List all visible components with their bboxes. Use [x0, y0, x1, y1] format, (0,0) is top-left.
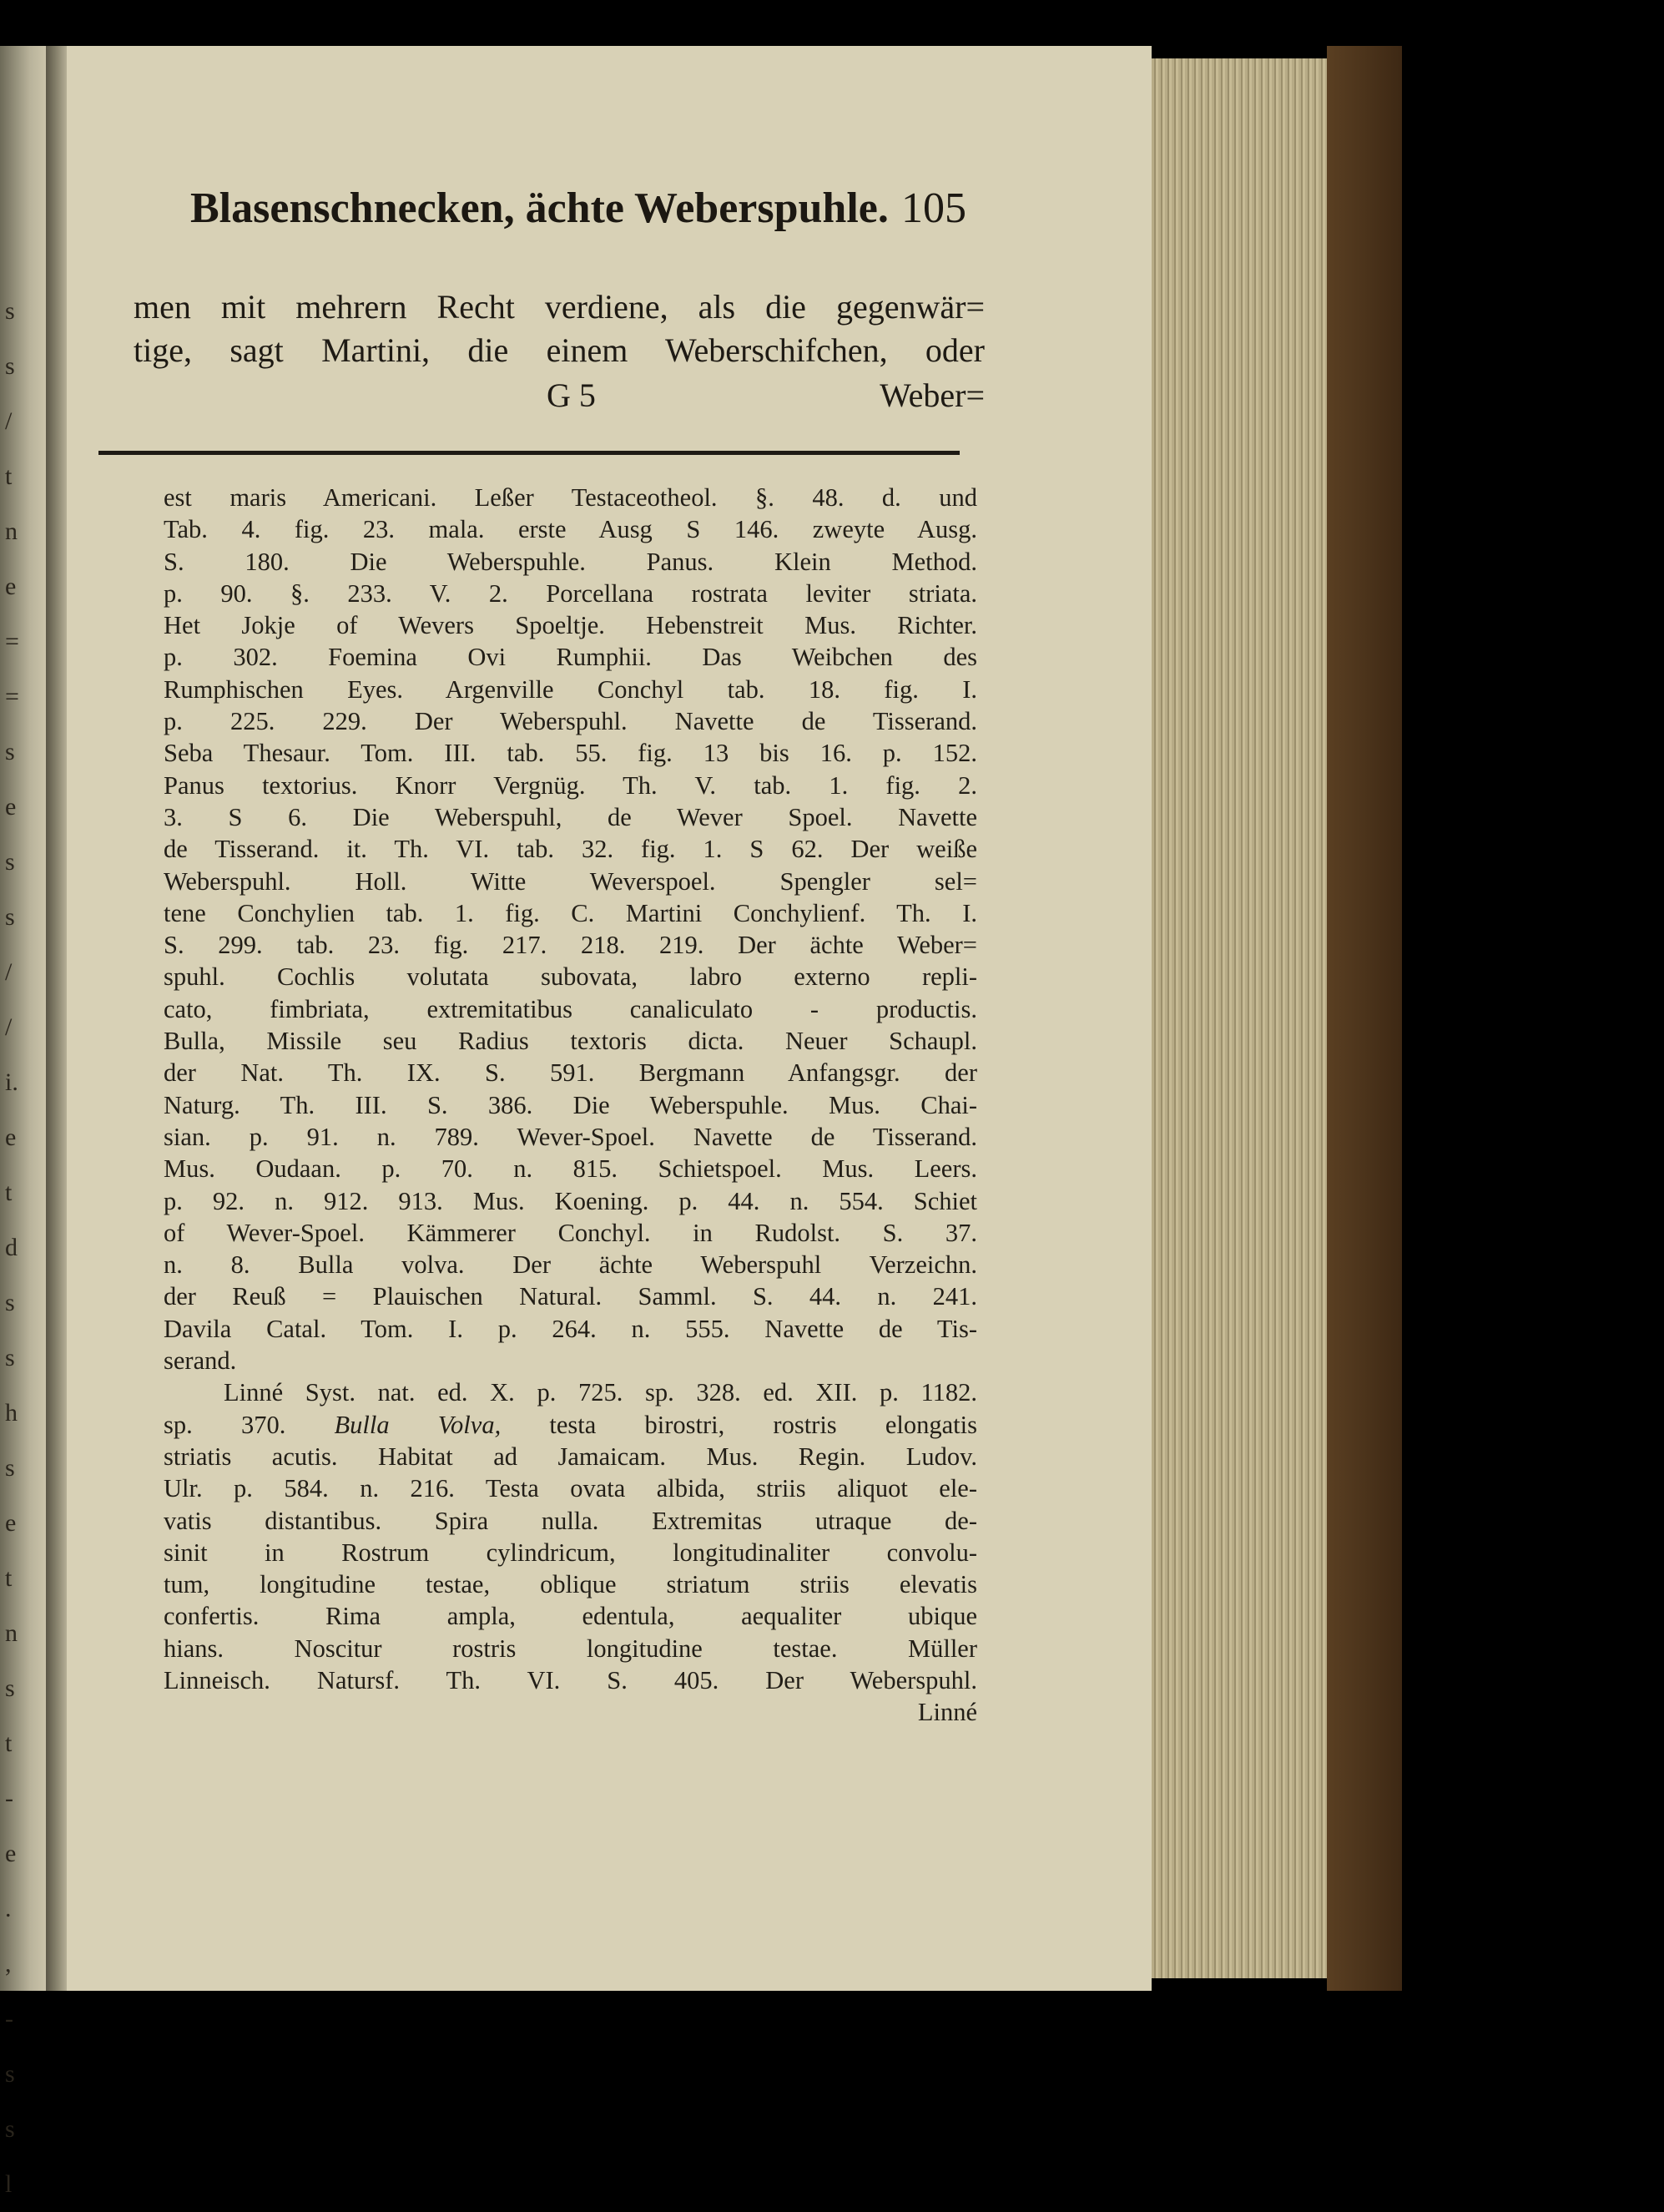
linne-line: confertis. Rima ampla, edentula, aequaliter ubique	[164, 1602, 977, 1631]
margin-letter: e	[5, 573, 17, 600]
note-line: tene Conchylien tab. 1. fig. C. Martini Conchylienf. Th. I.	[164, 898, 977, 927]
linne-line: hians. Noscitur rostris longitudine testae. Müller	[164, 1634, 977, 1663]
note-line: cato, fimbriata, extremitatibus canaliculato - productis.	[164, 994, 977, 1023]
signature-row	[134, 376, 985, 419]
linne-line: sinit in Rostrum cylindricum, longitudinaliter convolu-	[164, 1538, 977, 1567]
margin-letter: =	[5, 683, 19, 710]
running-head	[190, 184, 991, 242]
note-line: p. 90. §. 233. V. 2. Porcellana rostrata leviter striata.	[164, 578, 977, 608]
page-edges	[1152, 58, 1327, 1978]
linne-line: tum, longitudine testae, oblique striatum striis elevatis	[164, 1570, 977, 1599]
margin-letter: s	[5, 1344, 15, 1371]
text-line: tige, sagt Martini, die einem Weberschifchen, oder	[134, 331, 985, 369]
margin-letter: /	[5, 1013, 13, 1041]
note-line: p. 92. n. 912. 913. Mus. Koening. p. 44. n. 554. Schiet	[164, 1186, 977, 1215]
margin-letter: s	[5, 1674, 15, 1702]
page-number: 105	[901, 184, 966, 232]
note-line: der Nat. Th. IX. S. 591. Bergmann Anfangsgr. der	[164, 1058, 977, 1088]
margin-letter: /	[5, 958, 13, 986]
margin-letter: h	[5, 1399, 18, 1427]
book-cover-edge	[1327, 46, 1402, 1991]
running-head-title: Blasenschnecken, ächte Weberspuhle.	[190, 184, 889, 232]
linne-line	[164, 1409, 977, 1441]
note-line: p. 225. 229. Der Weberspuhl. Navette de Tisserand.	[164, 707, 977, 736]
bottom-catchword: Linné	[917, 1698, 977, 1727]
note-line: n. 8. Bulla volva. Der ächte Weberspuhl Verzeichn.	[164, 1250, 977, 1280]
note-line: Tab. 4. fig. 23. mala. erste Ausg S 146. zweyte Ausg.	[164, 515, 977, 544]
note-line: p. 302. Foemina Ovi Rumphii. Das Weibchen des	[164, 643, 977, 672]
margin-letter: t	[5, 1179, 13, 1206]
margin-letter: -	[5, 2005, 13, 2033]
note-line: der Reuß = Plauischen Natural. Samml. S. 44. n. 241.	[164, 1282, 977, 1311]
note-line: S. 299. tab. 23. fig. 217. 218. 219. Der ächte Weber=	[164, 931, 977, 960]
margin-letter: -	[5, 1785, 13, 1812]
note-line: Davila Catal. Tom. I. p. 264. n. 555. Navette de Tis-	[164, 1314, 977, 1343]
linne-line: vatis distantibus. Spira nulla. Extremitas utraque de-	[164, 1506, 977, 1535]
margin-letter: e	[5, 793, 17, 821]
margin-letter: .	[5, 1895, 12, 1922]
margin-letter: =	[5, 628, 19, 655]
margin-letter: e	[5, 1509, 17, 1537]
note-line: 3. S 6. Die Weberspuhl, de Wever Spoel. Navette	[164, 802, 977, 831]
note-line: de Tisserand. it. Th. VI. tab. 32. fig. 1. S 62. Der weiße	[164, 835, 977, 864]
linne-line: Linné Syst. nat. ed. X. p. 725. sp. 328. ed. XII. p. 1182.	[224, 1378, 977, 1407]
catchword: Weber=	[880, 376, 985, 414]
note-line: est maris Americani. Leßer Testaceotheol. §. 48. d. und	[164, 483, 977, 512]
margin-letter: e	[5, 1840, 17, 1867]
margin-letter: s	[5, 352, 15, 380]
margin-letter: s	[5, 903, 15, 931]
margin-letter: s	[5, 848, 15, 876]
margin-letter: s	[5, 2060, 15, 2088]
note-line: Het Jokje of Wevers Spoeltje. Hebenstreit Mus. Richter.	[164, 611, 977, 640]
margin-letter: s	[5, 297, 15, 325]
margin-letter: i.	[5, 1068, 18, 1096]
margin-letter: n	[5, 518, 18, 545]
note-line: Rumphischen Eyes. Argenville Conchyl tab. 18. fig. I.	[164, 674, 977, 704]
note-line: Panus textorius. Knorr Vergnüg. Th. V. tab. 1. fig. 2.	[164, 770, 977, 800]
note-line: S. 180. Die Weberspuhle. Panus. Klein Method.	[164, 547, 977, 576]
note-line: Bulla, Missile seu Radius textoris dicta. Neuer Schaupl.	[164, 1027, 977, 1056]
linne-species-ref: sp. 370.	[164, 1410, 286, 1439]
left-page-margin-letters	[5, 284, 38, 2212]
linne-line: Linneisch. Natursf. Th. VI. S. 405. Der Weberspuhl.	[164, 1665, 977, 1694]
margin-letter: ,	[5, 1950, 12, 1977]
text-line: men mit mehrern Recht verdiene, als die gegenwär=	[134, 288, 985, 326]
linne-description: testa birostri, rostris elongatis	[549, 1410, 977, 1439]
species-name: Bulla Volva,	[334, 1410, 502, 1439]
margin-letter: s	[5, 738, 15, 765]
note-line: Weberspuhl. Holl. Witte Weverspoel. Spengler sel=	[164, 866, 977, 896]
margin-letter: t	[5, 1564, 13, 1592]
footnotes	[164, 482, 977, 1729]
footnote-rule	[98, 451, 960, 455]
margin-letter: t	[5, 1730, 13, 1757]
note-line: Naturg. Th. III. S. 386. Die Weberspuhle. Mus. Chai-	[164, 1090, 977, 1119]
margin-letter: s	[5, 1454, 15, 1482]
margin-letter: e	[5, 1124, 17, 1151]
note-line: spuhl. Cochlis volutata subovata, labro externo repli-	[164, 962, 977, 992]
margin-letter: s	[5, 2115, 15, 2143]
margin-letter: l	[5, 2170, 13, 2198]
margin-letter: n	[5, 1619, 18, 1647]
margin-letter: /	[5, 407, 13, 435]
linne-line: Ulr. p. 584. n. 216. Testa ovata albida, striis aliquot ele-	[164, 1474, 977, 1503]
margin-letter: t	[5, 462, 13, 490]
note-line: serand.	[164, 1346, 237, 1376]
note-line: Seba Thesaur. Tom. III. tab. 55. fig. 13 bis 16. p. 152.	[164, 739, 977, 768]
note-line: Mus. Oudaan. p. 70. n. 815. Schietspoel. Mus. Leers.	[164, 1154, 977, 1184]
note-line: sian. p. 91. n. 789. Wever-Spoel. Navette de Tisserand.	[164, 1122, 977, 1151]
margin-letter: d	[5, 1234, 18, 1261]
main-text	[134, 285, 985, 372]
signature-mark: G 5	[547, 376, 596, 414]
linne-line: striatis acutis. Habitat ad Jamaicam. Mus. Regin. Ludov.	[164, 1442, 977, 1471]
margin-letter: s	[5, 1289, 15, 1316]
note-line: of Wever-Spoel. Kämmerer Conchyl. in Rudolst. S. 37.	[164, 1218, 977, 1247]
